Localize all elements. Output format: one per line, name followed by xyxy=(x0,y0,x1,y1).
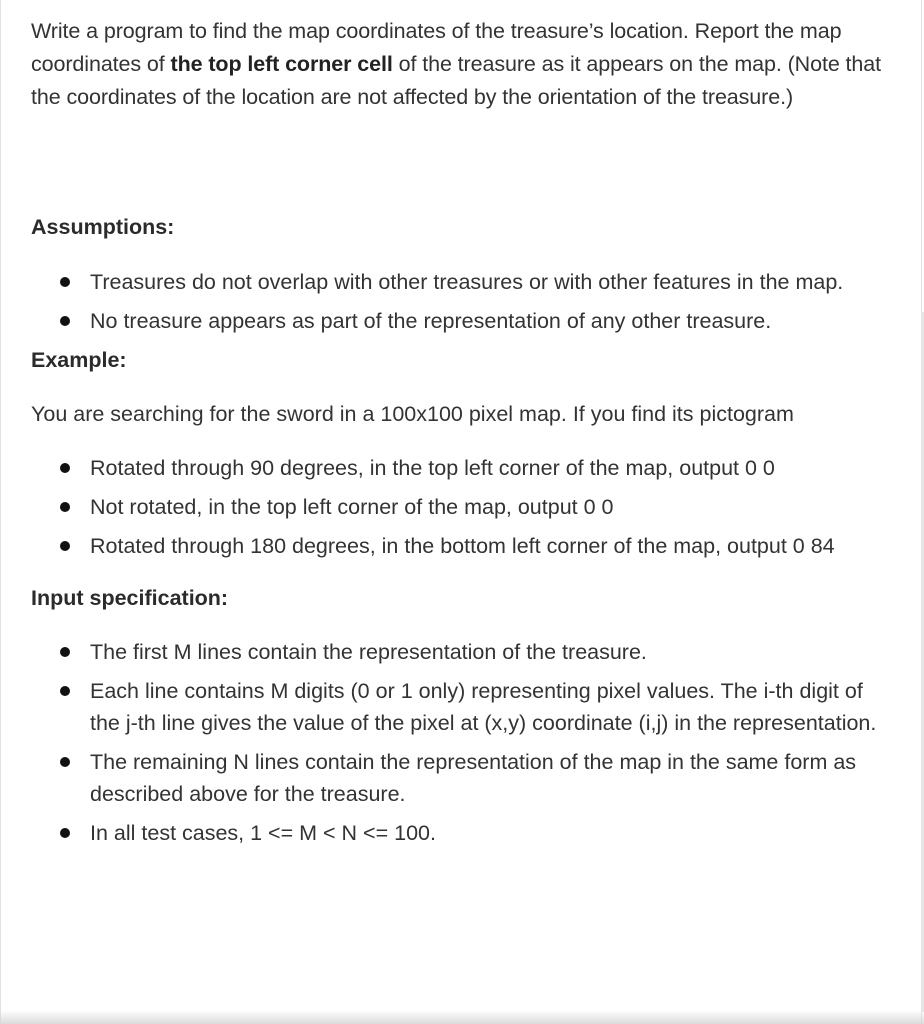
example-paragraph: You are searching for the sword in a 100x100 pixel map. If you find its pictogram xyxy=(31,402,794,426)
bullet-icon xyxy=(60,541,70,551)
list-item xyxy=(31,491,891,523)
input-spec-text-2: Each line contains M digits (0 or 1 only) representing pixel values. The i-th digit of the j-th line gives the value of the pixel at (x,y) coordinate (i,j) in the representation. xyxy=(90,679,877,735)
document-content xyxy=(31,15,891,856)
list-item xyxy=(31,746,891,810)
bullet-icon xyxy=(60,828,70,838)
bullet-icon xyxy=(60,647,70,657)
input-spec-text-3: The remaining N lines contain the representation of the map in the same form as described above for the treasure. xyxy=(90,750,857,806)
intro-paragraph xyxy=(31,15,891,114)
input-spec-heading: Input specification: xyxy=(31,586,229,610)
bullet-icon xyxy=(60,463,70,473)
list-item xyxy=(31,675,891,739)
intro-text-start: Write a program to find the map coordinates of the treasure’s location. Report the map coordinates of xyxy=(31,19,842,76)
list-item xyxy=(31,305,891,337)
example-list xyxy=(31,452,891,562)
example-heading: Example: xyxy=(31,348,127,372)
input-spec-list xyxy=(31,636,891,849)
bullet-icon xyxy=(60,316,70,326)
bullet-icon xyxy=(60,277,70,287)
bullet-icon xyxy=(60,757,70,767)
input-spec-text-4: In all test cases, 1 <= M < N <= 100. xyxy=(90,821,436,845)
assumptions-heading: Assumptions: xyxy=(31,215,175,239)
list-item xyxy=(31,452,891,484)
example-text-3: Rotated through 180 degrees, in the bottom left corner of the map, output 0 84 xyxy=(90,534,835,558)
list-item xyxy=(31,636,891,668)
intro-text-end: of the treasure as it appears on the map. (Note that the coordinates of the location are not affected by the orientation of the treasure.) xyxy=(31,52,882,109)
assumptions-list xyxy=(31,266,891,337)
list-item xyxy=(31,530,891,562)
list-item xyxy=(31,266,891,298)
list-item xyxy=(31,817,891,849)
input-spec-text-1: The first M lines contain the representation of the treasure. xyxy=(90,640,647,664)
example-text-2: Not rotated, in the top left corner of the map, output 0 0 xyxy=(90,495,614,519)
assumption-text-2: No treasure appears as part of the representation of any other treasure. xyxy=(90,309,772,333)
intro-bold-text: the top left corner cell xyxy=(170,52,393,76)
example-text-1: Rotated through 90 degrees, in the top left corner of the map, output 0 0 xyxy=(90,456,775,480)
bullet-icon xyxy=(60,686,70,696)
bullet-icon xyxy=(60,502,70,512)
assumption-text-1: Treasures do not overlap with other treasures or with other features in the map. xyxy=(90,270,844,294)
bottom-fade xyxy=(0,1010,924,1024)
